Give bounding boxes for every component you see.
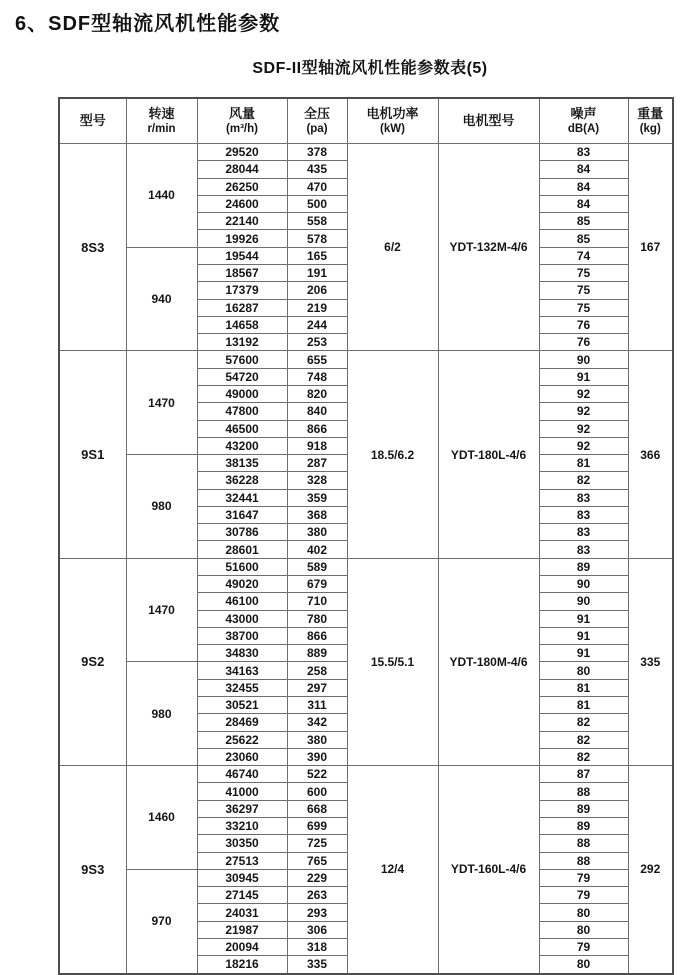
- model-cell: 9S1: [59, 351, 126, 558]
- airflow-cell: 19926: [197, 230, 287, 247]
- noise-cell: 81: [539, 679, 628, 696]
- pressure-cell: 435: [287, 161, 347, 178]
- pressure-cell: 402: [287, 541, 347, 558]
- pressure-cell: 390: [287, 748, 347, 765]
- table-title: SDF-II型轴流风机性能参数表(5): [252, 60, 488, 77]
- noise-cell: 92: [539, 437, 628, 454]
- noise-cell: 75: [539, 264, 628, 281]
- airflow-cell: 18567: [197, 264, 287, 281]
- pressure-cell: 522: [287, 766, 347, 783]
- pressure-cell: 918: [287, 437, 347, 454]
- rpm-cell: 1470: [126, 558, 197, 662]
- airflow-cell: 22140: [197, 213, 287, 230]
- noise-cell: 82: [539, 714, 628, 731]
- airflow-cell: 30945: [197, 869, 287, 886]
- noise-cell: 85: [539, 213, 628, 230]
- pressure-cell: 820: [287, 385, 347, 402]
- airflow-cell: 36297: [197, 800, 287, 817]
- noise-cell: 88: [539, 783, 628, 800]
- noise-cell: 80: [539, 904, 628, 921]
- noise-cell: 88: [539, 852, 628, 869]
- noise-cell: 80: [539, 662, 628, 679]
- power-cell: 6/2: [347, 144, 438, 351]
- airflow-cell: 54720: [197, 368, 287, 385]
- noise-cell: 75: [539, 282, 628, 299]
- airflow-cell: 25622: [197, 731, 287, 748]
- pressure-cell: 219: [287, 299, 347, 316]
- pressure-cell: 748: [287, 368, 347, 385]
- airflow-cell: 57600: [197, 351, 287, 368]
- noise-cell: 75: [539, 299, 628, 316]
- airflow-cell: 43200: [197, 437, 287, 454]
- power-cell: 15.5/5.1: [347, 558, 438, 765]
- pressure-cell: 318: [287, 938, 347, 955]
- noise-cell: 89: [539, 817, 628, 834]
- noise-cell: 92: [539, 403, 628, 420]
- airflow-cell: 51600: [197, 558, 287, 575]
- table-row: [59, 766, 673, 783]
- pressure-cell: 780: [287, 610, 347, 627]
- noise-cell: 92: [539, 420, 628, 437]
- airflow-cell: 28601: [197, 541, 287, 558]
- pressure-cell: 165: [287, 247, 347, 264]
- airflow-cell: 38135: [197, 455, 287, 472]
- col-header-speed: 转速 r/min: [126, 98, 197, 144]
- noise-cell: 83: [539, 524, 628, 541]
- noise-cell: 84: [539, 161, 628, 178]
- pressure-cell: 311: [287, 697, 347, 714]
- pressure-cell: 655: [287, 351, 347, 368]
- pressure-cell: 206: [287, 282, 347, 299]
- fan-parameter-table: [58, 97, 674, 975]
- airflow-cell: 21987: [197, 921, 287, 938]
- col-header-pressure: 全压 (pa): [287, 98, 347, 144]
- table-body: [59, 144, 673, 974]
- airflow-cell: 18216: [197, 956, 287, 974]
- rpm-cell: 1460: [126, 766, 197, 870]
- col-header-weight: 重量 (kg): [628, 98, 673, 144]
- pressure-cell: 359: [287, 489, 347, 506]
- noise-cell: 90: [539, 576, 628, 593]
- pressure-cell: 258: [287, 662, 347, 679]
- pressure-cell: 335: [287, 956, 347, 974]
- noise-cell: 76: [539, 316, 628, 333]
- pressure-cell: 253: [287, 334, 347, 351]
- noise-cell: 74: [539, 247, 628, 264]
- table-row: [59, 351, 673, 368]
- pressure-cell: 866: [287, 420, 347, 437]
- noise-cell: 83: [539, 506, 628, 523]
- motor-cell: YDT-180M-4/6: [438, 558, 539, 765]
- airflow-cell: 17379: [197, 282, 287, 299]
- noise-cell: 83: [539, 489, 628, 506]
- motor-cell: YDT-180L-4/6: [438, 351, 539, 558]
- model-cell: 9S3: [59, 766, 126, 974]
- airflow-cell: 32441: [197, 489, 287, 506]
- model-cell: 8S3: [59, 144, 126, 351]
- weight-cell: 335: [628, 558, 673, 765]
- pressure-cell: 500: [287, 195, 347, 212]
- rpm-cell: 970: [126, 869, 197, 973]
- pressure-cell: 328: [287, 472, 347, 489]
- airflow-cell: 23060: [197, 748, 287, 765]
- airflow-cell: 34830: [197, 645, 287, 662]
- airflow-cell: 46500: [197, 420, 287, 437]
- noise-cell: 81: [539, 455, 628, 472]
- pressure-cell: 866: [287, 627, 347, 644]
- pressure-cell: 380: [287, 524, 347, 541]
- pressure-cell: 679: [287, 576, 347, 593]
- noise-cell: 82: [539, 731, 628, 748]
- power-cell: 12/4: [347, 766, 438, 974]
- page-title: 6、SDF型轴流风机性能参数: [15, 13, 281, 35]
- airflow-cell: 13192: [197, 334, 287, 351]
- noise-cell: 81: [539, 697, 628, 714]
- airflow-cell: 41000: [197, 783, 287, 800]
- airflow-cell: 20094: [197, 938, 287, 955]
- weight-cell: 366: [628, 351, 673, 558]
- airflow-cell: 36228: [197, 472, 287, 489]
- pressure-cell: 263: [287, 887, 347, 904]
- airflow-cell: 24031: [197, 904, 287, 921]
- airflow-cell: 14658: [197, 316, 287, 333]
- airflow-cell: 16287: [197, 299, 287, 316]
- airflow-cell: 28044: [197, 161, 287, 178]
- noise-cell: 90: [539, 593, 628, 610]
- rpm-cell: 980: [126, 455, 197, 559]
- col-header-noise: 噪声 dB(A): [539, 98, 628, 144]
- power-cell: 18.5/6.2: [347, 351, 438, 558]
- pressure-cell: 342: [287, 714, 347, 731]
- noise-cell: 85: [539, 230, 628, 247]
- header-row: [59, 98, 673, 144]
- airflow-cell: 27145: [197, 887, 287, 904]
- motor-cell: YDT-132M-4/6: [438, 144, 539, 351]
- airflow-cell: 30521: [197, 697, 287, 714]
- pressure-cell: 558: [287, 213, 347, 230]
- noise-cell: 91: [539, 610, 628, 627]
- noise-cell: 82: [539, 748, 628, 765]
- pressure-cell: 699: [287, 817, 347, 834]
- pressure-cell: 378: [287, 144, 347, 161]
- airflow-cell: 49000: [197, 385, 287, 402]
- airflow-cell: 47800: [197, 403, 287, 420]
- airflow-cell: 49020: [197, 576, 287, 593]
- rpm-cell: 1440: [126, 144, 197, 248]
- col-header-motor: 电机型号: [438, 98, 539, 144]
- noise-cell: 80: [539, 921, 628, 938]
- pressure-cell: 589: [287, 558, 347, 575]
- airflow-cell: 34163: [197, 662, 287, 679]
- noise-cell: 84: [539, 195, 628, 212]
- pressure-cell: 470: [287, 178, 347, 195]
- noise-cell: 83: [539, 541, 628, 558]
- noise-cell: 91: [539, 627, 628, 644]
- motor-cell: YDT-160L-4/6: [438, 766, 539, 974]
- noise-cell: 88: [539, 835, 628, 852]
- noise-cell: 89: [539, 800, 628, 817]
- airflow-cell: 38700: [197, 627, 287, 644]
- airflow-cell: 29520: [197, 144, 287, 161]
- airflow-cell: 24600: [197, 195, 287, 212]
- noise-cell: 79: [539, 869, 628, 886]
- pressure-cell: 191: [287, 264, 347, 281]
- noise-cell: 80: [539, 956, 628, 974]
- airflow-cell: 46740: [197, 766, 287, 783]
- pressure-cell: 368: [287, 506, 347, 523]
- noise-cell: 91: [539, 645, 628, 662]
- pressure-cell: 578: [287, 230, 347, 247]
- noise-cell: 83: [539, 144, 628, 161]
- table-row: [59, 144, 673, 161]
- pressure-cell: 765: [287, 852, 347, 869]
- airflow-cell: 43000: [197, 610, 287, 627]
- noise-cell: 82: [539, 472, 628, 489]
- rpm-cell: 980: [126, 662, 197, 766]
- airflow-cell: 28469: [197, 714, 287, 731]
- rpm-cell: 940: [126, 247, 197, 351]
- noise-cell: 91: [539, 368, 628, 385]
- table-row: [59, 558, 673, 575]
- weight-cell: 292: [628, 766, 673, 974]
- airflow-cell: 30786: [197, 524, 287, 541]
- weight-cell: 167: [628, 144, 673, 351]
- noise-cell: 89: [539, 558, 628, 575]
- noise-cell: 90: [539, 351, 628, 368]
- pressure-cell: 840: [287, 403, 347, 420]
- airflow-cell: 19544: [197, 247, 287, 264]
- model-cell: 9S2: [59, 558, 126, 765]
- pressure-cell: 380: [287, 731, 347, 748]
- pressure-cell: 306: [287, 921, 347, 938]
- col-header-airflow: 风量 (m³/h): [197, 98, 287, 144]
- pressure-cell: 293: [287, 904, 347, 921]
- noise-cell: 87: [539, 766, 628, 783]
- pressure-cell: 297: [287, 679, 347, 696]
- noise-cell: 79: [539, 938, 628, 955]
- pressure-cell: 889: [287, 645, 347, 662]
- airflow-cell: 32455: [197, 679, 287, 696]
- pressure-cell: 668: [287, 800, 347, 817]
- noise-cell: 84: [539, 178, 628, 195]
- airflow-cell: 33210: [197, 817, 287, 834]
- rpm-cell: 1470: [126, 351, 197, 455]
- airflow-cell: 46100: [197, 593, 287, 610]
- pressure-cell: 229: [287, 869, 347, 886]
- pressure-cell: 244: [287, 316, 347, 333]
- airflow-cell: 31647: [197, 506, 287, 523]
- pressure-cell: 287: [287, 455, 347, 472]
- pressure-cell: 600: [287, 783, 347, 800]
- airflow-cell: 30350: [197, 835, 287, 852]
- pressure-cell: 710: [287, 593, 347, 610]
- noise-cell: 76: [539, 334, 628, 351]
- pressure-cell: 725: [287, 835, 347, 852]
- col-header-model: 型号: [59, 98, 126, 144]
- airflow-cell: 27513: [197, 852, 287, 869]
- col-header-power: 电机功率 (kW): [347, 98, 438, 144]
- noise-cell: 92: [539, 385, 628, 402]
- noise-cell: 79: [539, 887, 628, 904]
- airflow-cell: 26250: [197, 178, 287, 195]
